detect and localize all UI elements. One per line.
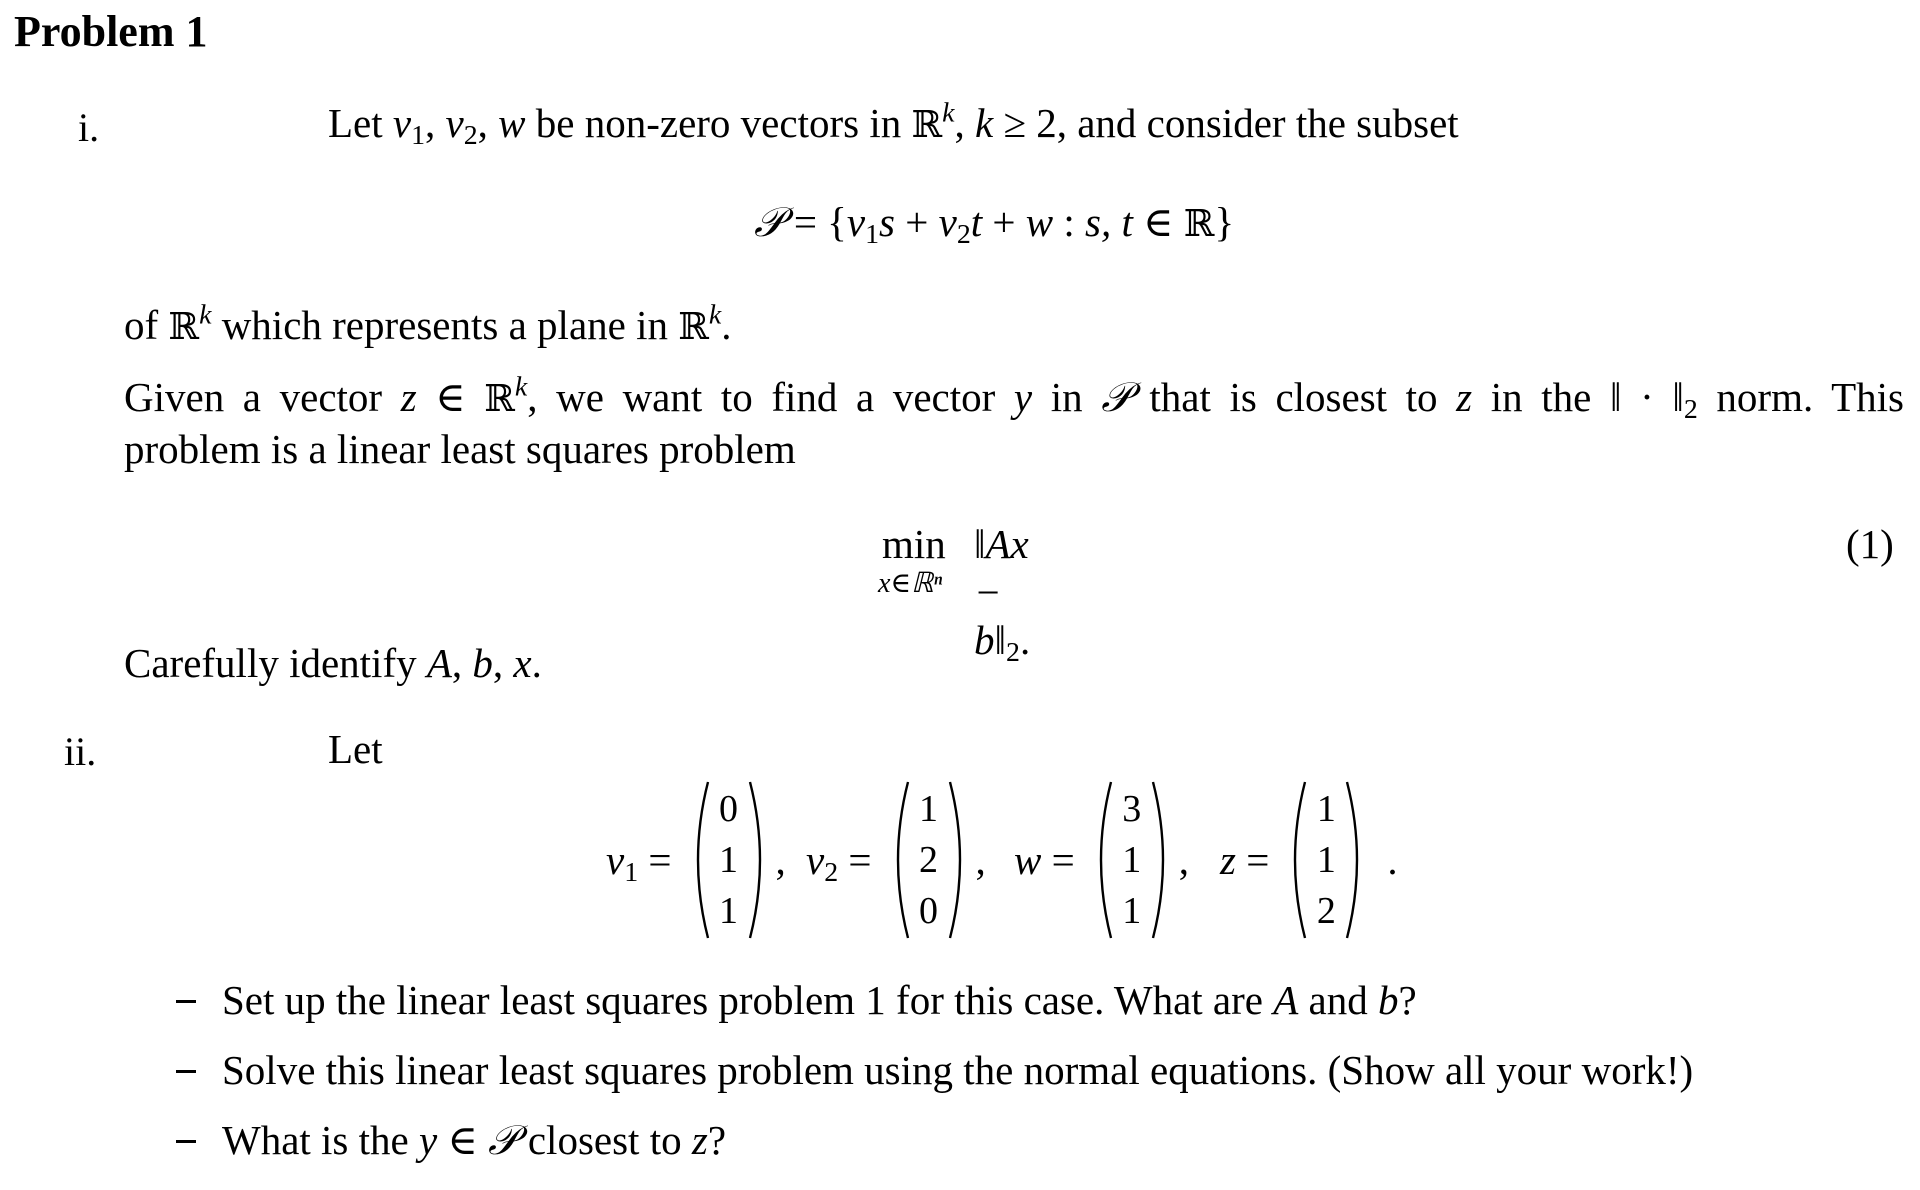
part-i-intro: Let $v_1$, $v_2$, w be non-zero vectors in ℝ$^k$, k ≥ 2, and consider the subset	[328, 97, 1459, 151]
given-vector-paragraph-line2: problem is a linear least squares problem	[124, 426, 796, 472]
vector-z-entries	[1309, 784, 1343, 937]
vector-entry: 0	[719, 787, 739, 830]
min-expression: ‖Ax − $b‖_2$.	[974, 521, 1031, 668]
vector-v2-name: $v_2$ =	[806, 837, 872, 888]
part-i-label: i.	[78, 105, 100, 150]
vector-entry: 1	[1316, 787, 1336, 830]
left-paren-icon	[1283, 780, 1309, 940]
left-paren-icon	[886, 780, 912, 940]
dash-bullet-icon	[176, 1070, 196, 1073]
right-paren-icon	[1343, 780, 1369, 940]
problem-page: Problem 1 i. Let $v_1$, $v_2$, w be non-zero vectors in ℝ$^k$, k ≥ 2, and consider the subset 𝒫 = {$v_1s + v_2t + w$ : s, t ∈ ℝ} of ℝ$^k$ which represents a plane in ℝ$^k$. Given a vector z ∈ ℝ$^k$, we want to find a vector y in 𝒫 that is closest to z in the ‖ · $‖_2$ norm. This problem is a linear least squares problem min x∈ℝⁿ ‖Ax − $b‖_2$. (1) Carefully identify A, b, x. ii. Let $v_1$ = 0 1 1 , $v_2$ = 1 2 0 , w = 3 1 1 , z = 1 1 2 . Set up the linear least squares problem 1 for this case. What are A and b? Solve this linear least squares problem using the normal equations. (Show all your work!) What is the y ∈ 𝒫 closest to z?	[14, 7, 1904, 1164]
let-text: Let	[328, 726, 383, 772]
vector-v2-entries	[912, 784, 946, 937]
vector-w: w = 3 1 1 ,	[1014, 780, 1189, 940]
vector-v1-name: $v_1$ =	[606, 837, 672, 888]
vector-entry: 1	[919, 787, 939, 830]
vector-z-name: z =	[1220, 837, 1270, 883]
vector-entry: 1	[719, 838, 739, 881]
vector-entry: 1	[1122, 889, 1142, 932]
left-paren-icon	[1089, 780, 1115, 940]
dash-bullet-icon	[176, 1000, 196, 1003]
min-subscript: x∈ℝⁿ	[878, 568, 943, 599]
min-operator: min	[882, 521, 946, 567]
vector-entry: 2	[1316, 889, 1336, 932]
dash-bullet-icon	[176, 1140, 196, 1143]
vector-v1: $v_1$ = 0 1 1 ,	[606, 780, 786, 940]
equation-number: (1)	[1846, 521, 1894, 567]
given-vector-paragraph-line1: Given a vector z ∈ ℝ$^k$, we want to find a vector y in 𝒫 that is closest to z in the ‖ · $‖_2$ norm. This	[124, 371, 1904, 425]
vector-v2: $v_2$ = 1 2 0 ,	[806, 780, 986, 940]
part-ii-label: ii.	[64, 729, 97, 774]
vector-entry: 1	[1122, 838, 1142, 881]
vector-entry: 0	[919, 889, 939, 932]
vector-entry: 1	[719, 889, 739, 932]
right-paren-icon	[746, 780, 772, 940]
right-paren-icon	[946, 780, 972, 940]
vector-w-entries	[1115, 784, 1149, 937]
plane-set-definition: 𝒫 = {$v_1s + v_2t + w$ : s, t ∈ ℝ}	[754, 198, 1235, 250]
vector-entry: 1	[1316, 838, 1336, 881]
vector-w-name: w =	[1014, 837, 1075, 883]
vector-entry: 2	[919, 838, 939, 881]
vector-v1-entries	[712, 784, 746, 937]
plane-statement: of ℝ$^k$ which represents a plane in ℝ$^k$.	[124, 299, 732, 348]
vector-entry: 3	[1122, 787, 1142, 830]
vector-z: z = 1 1 2 .	[1220, 780, 1398, 940]
identify-instruction: Carefully identify A, b, x.	[124, 640, 542, 686]
problem-title: Problem 1	[14, 7, 208, 56]
left-paren-icon	[686, 780, 712, 940]
right-paren-icon	[1149, 780, 1175, 940]
